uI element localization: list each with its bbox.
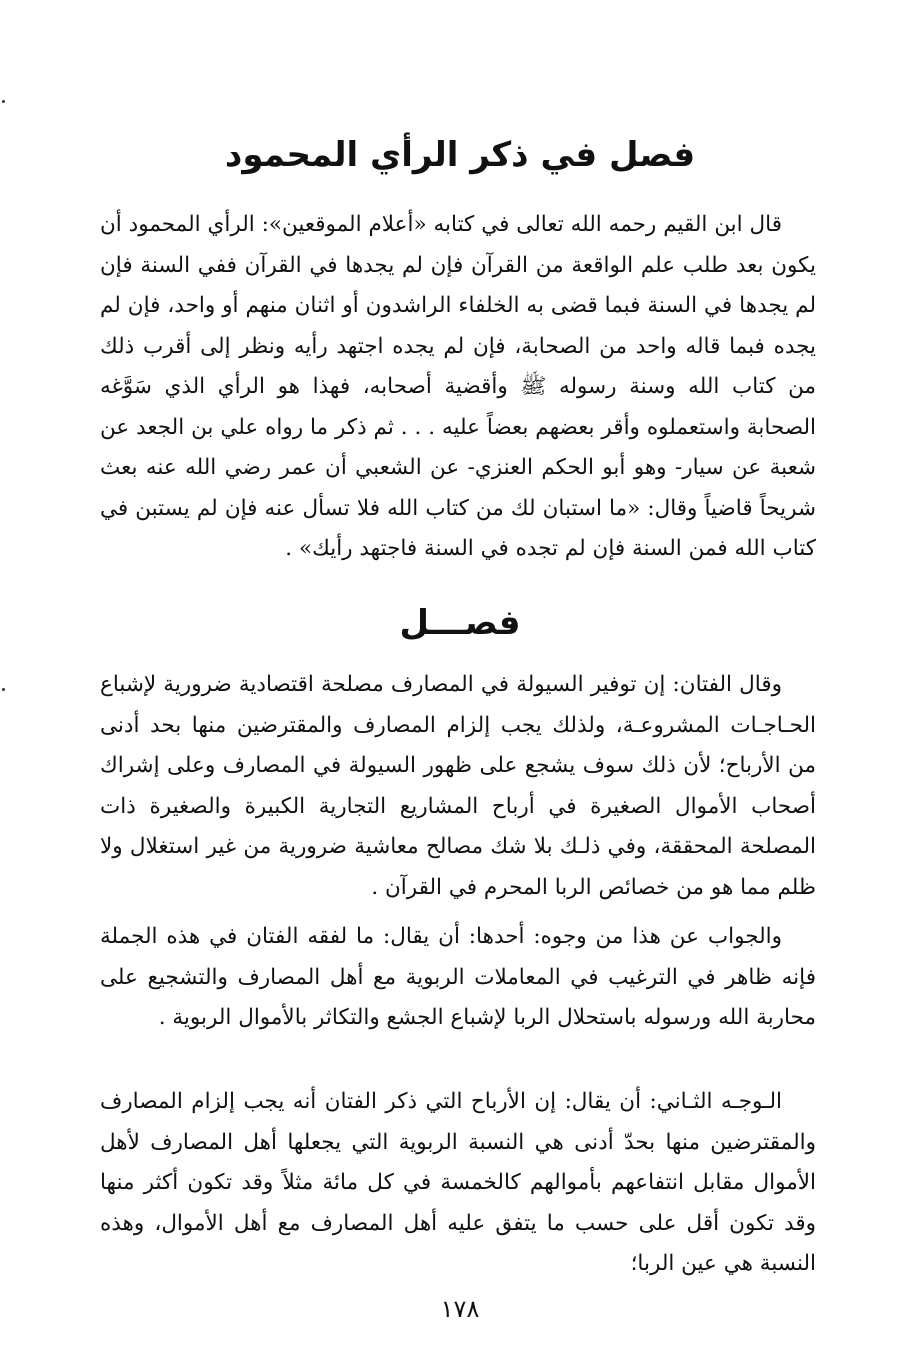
paragraph-ibn-qayyim-quote: قال ابن القيم رحمه الله تعالى في كتابه «أعلام الموقعين»: الرأي المحمود أن يكون بعد طلب علم الواقعة من القرآن فإن لم يجدها في القرآن ففي السنة فإن لم يجدها في السنة فبما قضى به الخلفاء الراشدون أو اثنان منهم أو واحد، فإن لم يجده فبما قاله واحد من الصحابة، فإن لم يجده اجتهد رأيه ونظر إلى أقرب ذلك من كتاب الله وسنة رسوله ﷺ وأقضية أصحابه، فهذا هو الرأي الذي سَوَّغه الصحابة واستعملوه وأقر بعضهم بعضاً عليه . . . ثم ذكر ما رواه علي بن الجعد عن شعبة عن سيار- وهو أبو الحكم العنزي- عن الشعبي أن عمر رضي الله عنه بعث شريحاً قاضياً وقال: «ما استبان لك من كتاب الله فلا تسأل عنه فإن لم يستبن في كتاب الله فمن السنة فإن لم تجده في السنة فاجتهد رأيك» . — [100, 212, 816, 561]
section-title-praised-opinion: فصل في ذكر الرأي المحمود — [224, 135, 696, 175]
scan-speck — [2, 688, 5, 691]
scan-speck — [2, 100, 5, 103]
page-number: ١٧٨ — [440, 1295, 480, 1323]
section-title-fasl: فصـــل — [399, 603, 521, 643]
paragraph-fattan-claim: وقال الفتان: إن توفير السيولة في المصارف مصلحة اقتصادية ضرورية لإشباع الحـاجـات المشروعـة، ولذلك يجب إلزام المصارف والمقترضين منها بحد أدنى من الأرباح؛ لأن ذلك سوف يشجع على ظهور السيولة في المصارف وعلى إشراك أصحاب الأموال الصغيرة في أرباح المشاريع التجارية الكبيرة والصغيرة ذات المصلحة المحققة، وفي ذلـك بلا شك مصالح معاشية ضرورية من غير استغلال ولا ظلم مما هو من خصائص الربا المحرم في القرآن . — [100, 672, 816, 900]
paragraph-first-response: والجواب عن هذا من وجوه: أحدها: أن يقال: ما لفقه الفتان في هذه الجملة فإنه ظاهر في الترغيب في المعاملات الربوية مع أهل المصارف والتشجيع على محاربة الله ورسوله باستحلال الربا لإشباع الجشع والتكاثر بالأموال الربوية . — [100, 924, 816, 1030]
paragraph-second-response: الـوجـه الثـاني: أن يقال: إن الأرباح التي ذكر الفتان أنه يجب إلزام المصارف والمقترضين منها بحدّ أدنى هي النسبة الربوية التي يجعلها أهل المصارف لأهل الأموال مقابل انتفاعهم بأموالهم كالخمسة في كل مائة مثلاً وقد تكون أكثر منها وقد تكون أقل على حسب ما يتفق عليه أهل المصارف مع أهل الأموال، وهذه النسبة هي عين الربا؛ — [100, 1089, 816, 1276]
